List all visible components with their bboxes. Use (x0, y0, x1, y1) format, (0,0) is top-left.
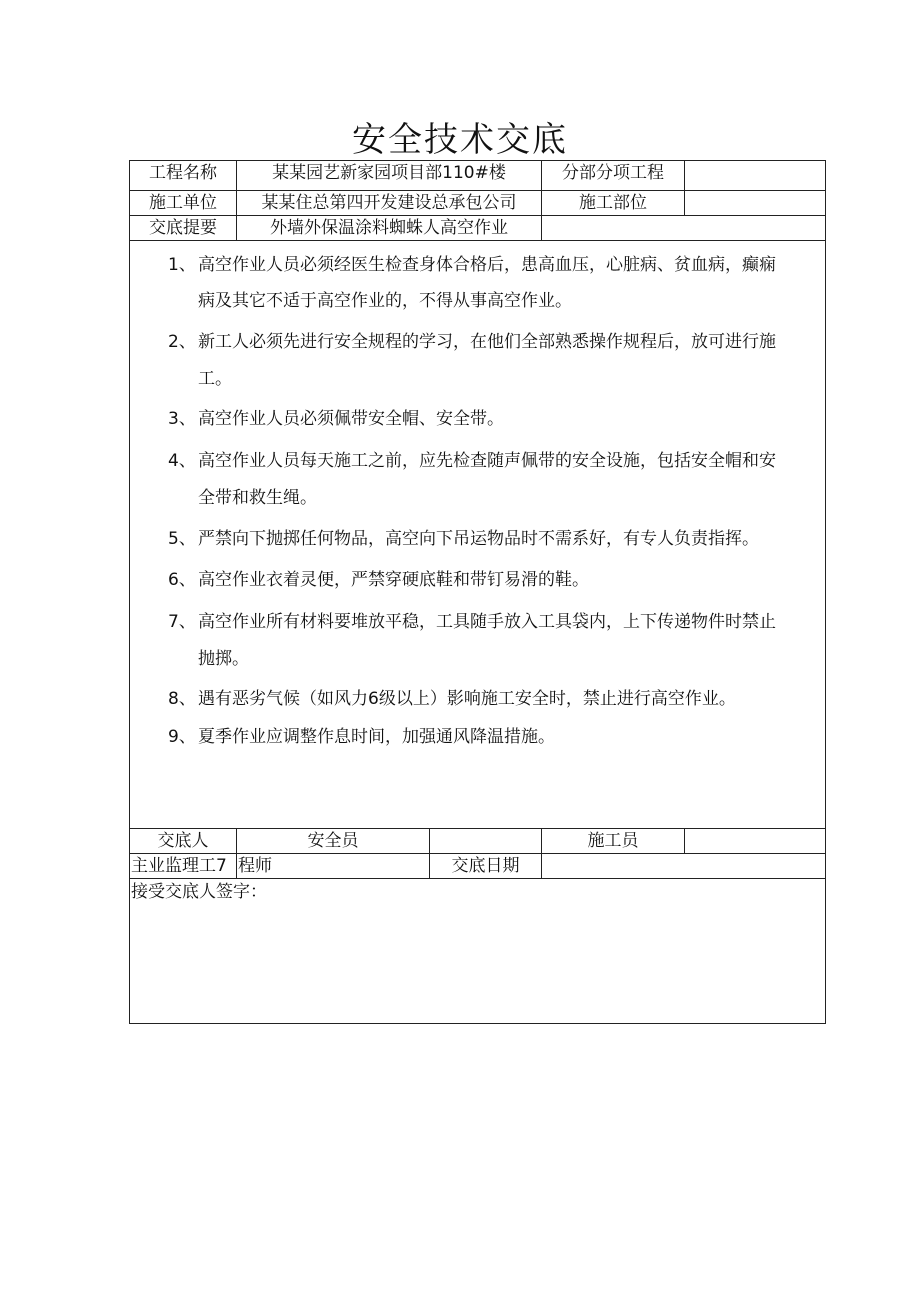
item-number: 9、 (168, 727, 196, 747)
item-text-continued: 工。 (198, 369, 232, 389)
row-divider (129, 190, 826, 191)
project-name-value: 某某园艺新家园项目部110#楼 (272, 163, 506, 183)
list-item (168, 614, 776, 631)
list-item (168, 572, 589, 589)
subproject-label: 分部分项工程 (562, 163, 664, 183)
supervisor-label-continued: 程师 (238, 856, 272, 876)
summary-label: 交底提要 (149, 218, 217, 238)
column-divider (684, 160, 685, 215)
construction-worker-label: 施工员 (587, 831, 639, 851)
row-divider (129, 828, 826, 829)
list-item (168, 729, 555, 746)
item-number: 5、 (168, 529, 196, 549)
recipient-signature-label: 接受交底人签字： (131, 882, 267, 902)
column-divider (684, 828, 685, 853)
item-text: 新工人必须先进行安全规程的学习，在他们全部熟悉操作规程后，放可进行施 (198, 332, 776, 352)
item-text: 高空作业人员必须经医生检查身体合格后，患高血压，心脏病、贫血病，癫痫 (198, 255, 776, 275)
document-title: 安全技术交底 (352, 120, 568, 160)
list-item (168, 257, 776, 274)
item-text: 高空作业人员必须佩带安全帽、安全带。 (198, 409, 504, 429)
summary-value: 外墙外保温涂料蜘蛛人高空作业 (270, 218, 508, 238)
construction-unit-label: 施工单位 (149, 193, 217, 213)
list-item (168, 334, 776, 351)
construction-unit-value: 某某住总第四开发建设总承包公司 (261, 193, 517, 213)
item-number: 2、 (168, 332, 196, 352)
discloser-label: 交底人 (157, 831, 209, 851)
item-number: 6、 (168, 570, 196, 590)
item-number: 8、 (168, 689, 196, 709)
row-divider (129, 240, 826, 241)
item-text: 夏季作业应调整作息时间，加强通风降温措施。 (198, 727, 555, 747)
item-text-continued: 全带和救生绳。 (198, 488, 317, 508)
supervisor-label: 主业监理工7 (131, 856, 227, 876)
list-item (168, 453, 776, 470)
item-number: 4、 (168, 451, 196, 471)
item-text-continued: 抛掷。 (198, 649, 249, 669)
list-item (168, 411, 504, 428)
list-item (168, 691, 736, 708)
item-text: 高空作业所有材料要堆放平稳，工具随手放入工具袋内，上下传递物件时禁止 (198, 612, 776, 632)
item-text: 高空作业衣着灵便，严禁穿硬底鞋和带钉易滑的鞋。 (198, 570, 589, 590)
item-text: 遇有恶劣气候（如风力6级以上）影响施工安全时，禁止进行高空作业。 (198, 689, 736, 709)
row-divider (129, 215, 826, 216)
item-text-continued: 病及其它不适于高空作业的，不得从事高空作业。 (198, 291, 572, 311)
safety-officer-label: 安全员 (307, 831, 359, 851)
row-divider (129, 853, 826, 854)
list-item (168, 531, 759, 548)
construction-location-label: 施工部位 (579, 193, 647, 213)
item-number: 3、 (168, 409, 196, 429)
project-name-label: 工程名称 (149, 163, 217, 183)
item-number: 1、 (168, 255, 196, 275)
row-divider (129, 878, 826, 879)
item-text: 高空作业人员每天施工之前，应先检查随声佩带的安全设施，包括安全帽和安 (198, 451, 776, 471)
item-number: 7、 (168, 612, 196, 632)
item-text: 严禁向下抛掷任何物品，高空向下吊运物品时不需系好，有专人负责指挥。 (198, 529, 759, 549)
disclosure-date-label: 交底日期 (451, 856, 520, 876)
